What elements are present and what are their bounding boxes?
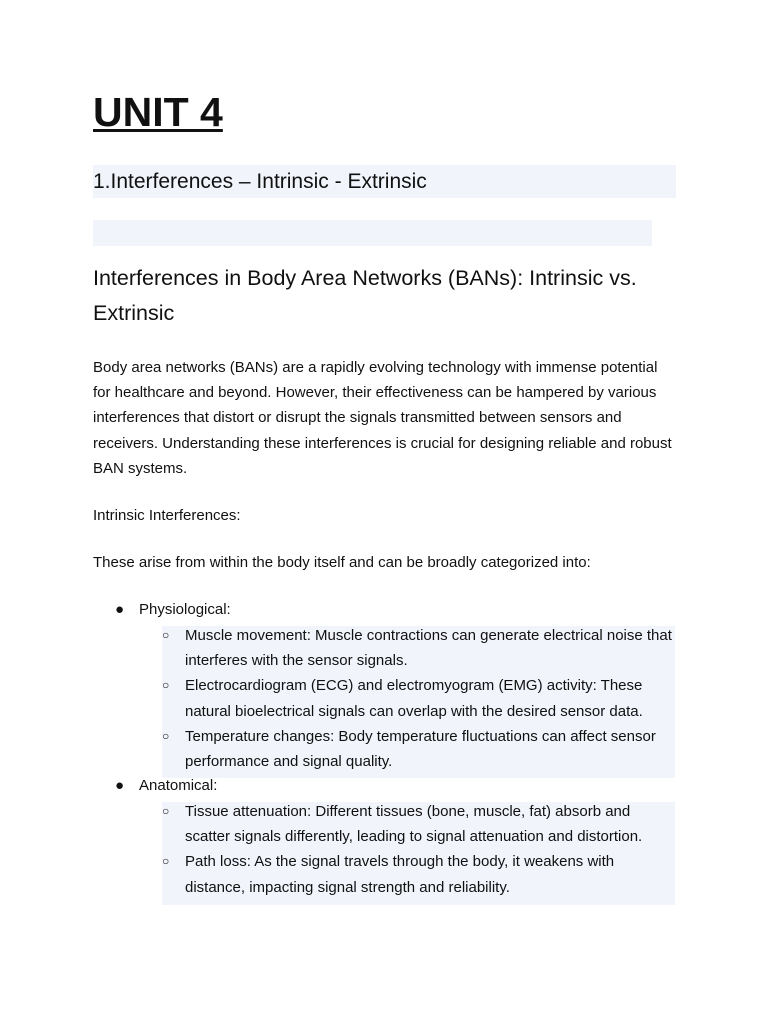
bullet-icon: ● <box>115 601 125 618</box>
list-item-physiological <box>115 597 231 622</box>
sub-list-item <box>162 673 675 723</box>
bullet-icon: ● <box>115 777 125 794</box>
intrinsic-heading: Intrinsic Interferences: <box>93 507 241 524</box>
sub-item-text: Tissue attenuation: Different tissues (bone, muscle, fat) absorb and scatter signals differently, leading to signal attenuation and distortion. <box>185 803 643 846</box>
categories-intro: These arise from within the body itself and can be broadly categorized into: <box>93 554 591 571</box>
sub-item-text: Muscle movement: Muscle contractions can generate electrical noise that interferes with the sensor signals. <box>185 627 672 670</box>
article-title: Interferences in Body Area Networks (BANs): Intrinsic vs. Extrinsic <box>93 266 637 325</box>
list-item-anatomical <box>115 773 217 798</box>
sub-item-text: Electrocardiogram (ECG) and electromyogram (EMG) activity: These natural bioelectrical signals can overlap with the desired sensor data. <box>185 677 643 720</box>
sublist-physiological <box>162 626 675 778</box>
sub-list-item <box>162 623 675 673</box>
sub-item-text: Path loss: As the signal travels through the body, it weakens with distance, impacting signal strength and reliability. <box>185 853 615 896</box>
hollow-bullet-icon: ○ <box>162 628 170 642</box>
hollow-bullet-icon: ○ <box>162 728 170 743</box>
sub-item-text: Temperature changes: Body temperature fluctuations can affect sensor performance and signal quality. <box>185 727 656 771</box>
intro-paragraph: Body area networks (BANs) are a rapidly evolving technology with immense potential for healthcare and beyond. However, their effectiveness can be hampered by various interferences that distort or disrupt the signals transmitted between sensors and receivers. Understanding these interferences is crucial for designing reliable and robust BAN systems. <box>93 359 672 477</box>
unit-title: UNIT 4 <box>93 89 223 135</box>
hollow-bullet-icon: ○ <box>162 854 170 869</box>
sub-list-item <box>162 724 675 774</box>
hollow-bullet-icon: ○ <box>162 678 170 693</box>
hollow-bullet-icon: ○ <box>162 804 170 818</box>
category-label: Physiological: <box>139 601 231 618</box>
sublist-anatomical <box>162 802 675 905</box>
sub-list-item <box>162 849 675 899</box>
category-label: Anatomical: <box>139 777 218 794</box>
sub-list-item <box>162 799 675 849</box>
section-heading: 1.Interferences – Intrinsic - Extrinsic <box>93 165 676 198</box>
highlighted-empty-line <box>93 220 652 246</box>
